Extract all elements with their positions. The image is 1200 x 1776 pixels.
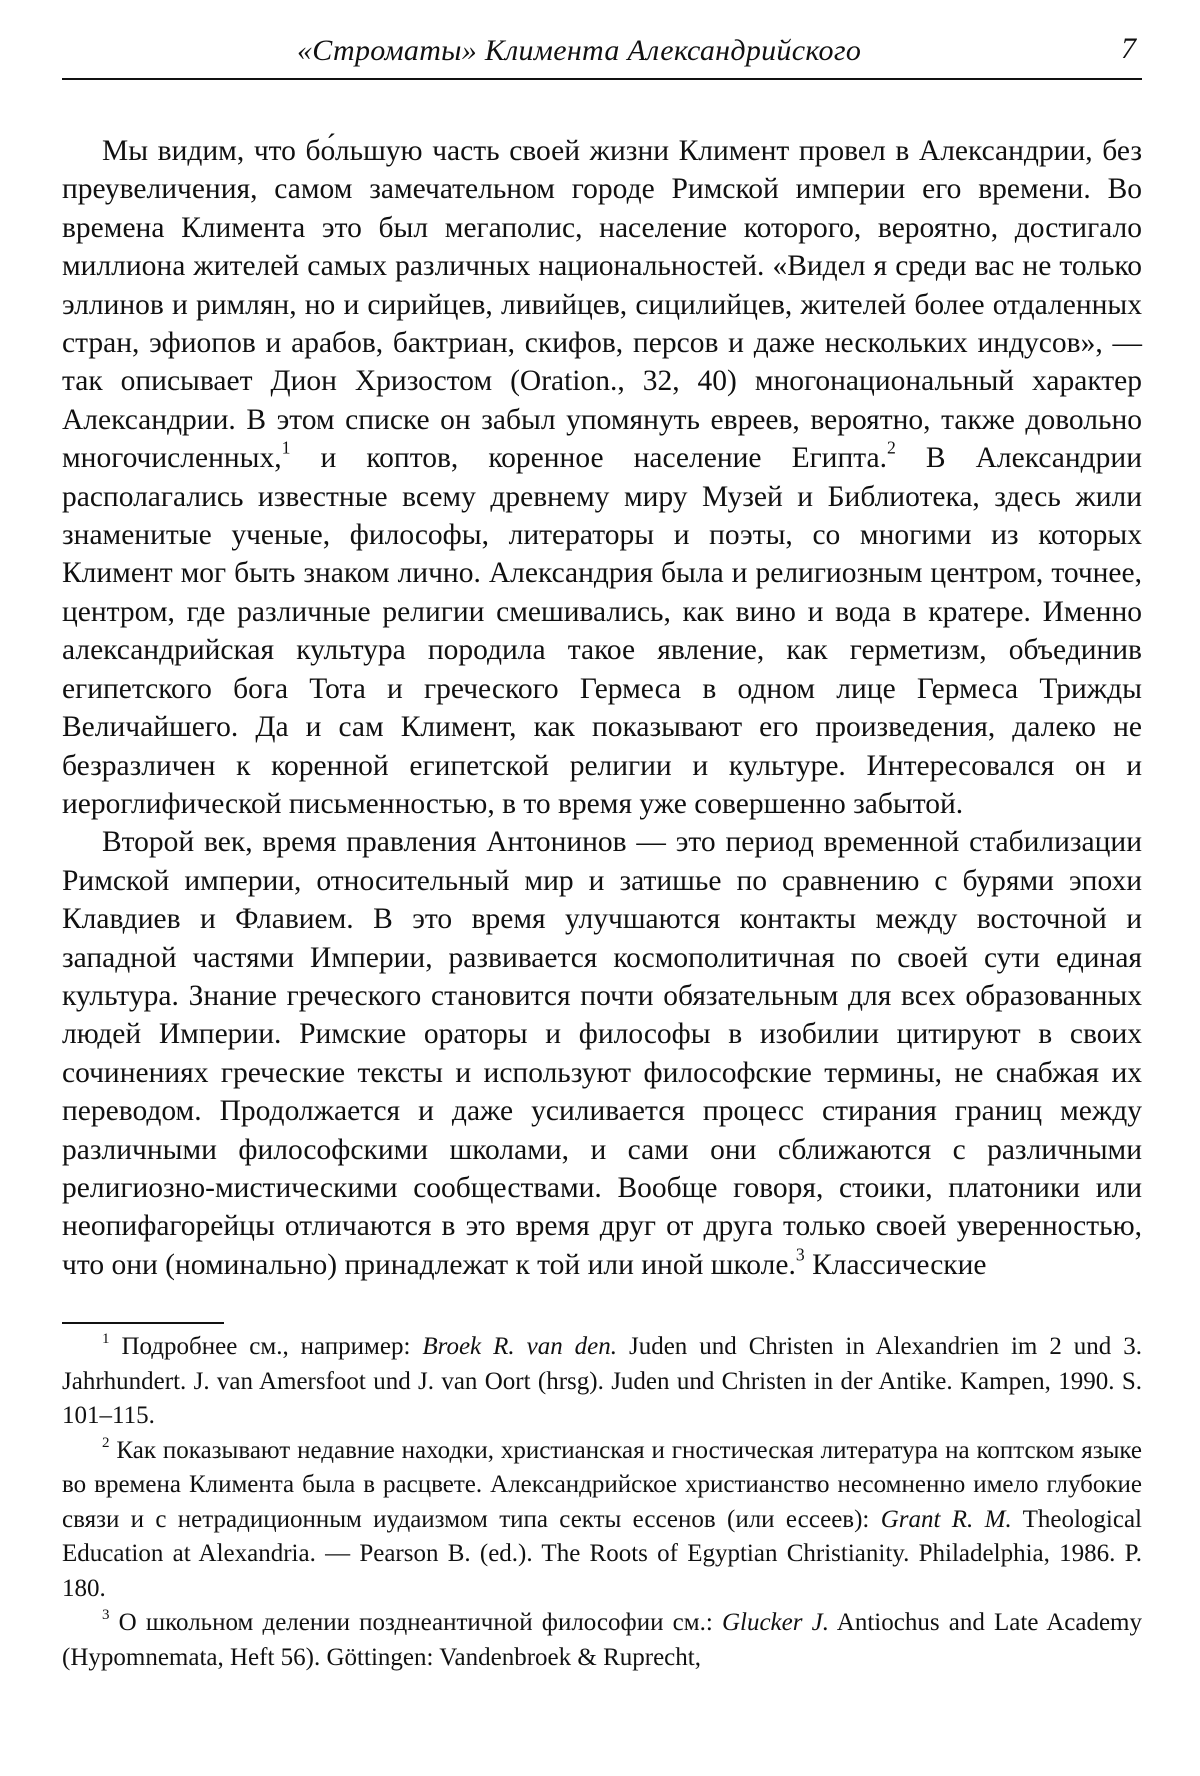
cited-author: Grant R. M.	[880, 1505, 1012, 1533]
text-run: Классические	[804, 1248, 987, 1281]
footnote-marker: 1	[102, 1330, 110, 1347]
text-run: Второй век, время правления Антонинов — это период временной стабилизации Римской империи, относительный мир и затишье по сравнению с бурями эпохи Клавдиев и Флавием. В это время улучшаются контакты между восточной и западной частями Империи, развивается космополитичная по своей сути единая культура. Знание греческого становится почти обязательным для всех образованных людей Империи. Римские ораторы и философы в изобилии цитируют в своих сочинениях греческие тексты и используют философские термины, не снабжая их переводом. Продолжается и даже усиливается процесс стирания границ между различными философскими школами, и сами они сближаются с различными религиозно-мистическими сообществами. Вообще говоря, стоики, платоники или неопифагорейцы отличаются в это время друг от друга только своей уверенностью, что они (номинально) принадлежат к той или иной школе.	[62, 826, 1142, 1281]
text-run: Мы видим, что бо́льшую часть своей жизни Климент провел в Александрии, без преувеличения, самом замечательном городе Римской империи его времени. Во времена Климента это был мегаполис, население которого, вероятно, достигало миллиона жителей самых различных национальностей. «Видел я среди вас не только эллинов и римлян, но и сирийцев, ливийцев, сицилийцев, жителей более отдаленных стран, эфиопов и арабов, бактриан, скифов, персов и даже нескольких индусов», — так описывает Дион Хризостом (Oration., 32, 40) многонациональный характер Александрии. В этом списке он забыл упомянуть евреев, вероятно, также довольно многочисленных,	[62, 135, 1142, 475]
cited-author: Glucker J.	[721, 1609, 829, 1637]
text-run: О школьном делении позднеантичной философии см.:	[109, 1609, 722, 1637]
book-page	[62, 28, 1142, 1675]
footnote-marker: 3	[795, 1244, 805, 1265]
footnote-marker: 2	[102, 1434, 110, 1451]
footnote-marker: 1	[281, 437, 291, 458]
footnote-marker: 2	[886, 437, 896, 458]
text-run: Theological Education at Alexandria. — Pearson B. (ed.). The Roots of Egyptian Christianity. Philadelphia, 1986. P. 180.	[62, 1505, 1142, 1602]
text-run: и коптов, коренное население Египта.	[290, 442, 887, 475]
footnote-marker: 3	[102, 1606, 110, 1623]
text-run: Juden und Christen in Alexandrien im 2 und 3. Jahrhundert. J. van Amersfoot und J. van Oort (hrsg). Juden und Christen in der Antike. Kampen, 1990. S. 101–115.	[62, 1333, 1142, 1430]
running-header	[62, 28, 1142, 80]
text-run: Как показывают недавние находки, христианская и гностическая литература на коптском языке во времена Климента была в расцвете. Александрийское христианство несомненно имело глубокие связи и с нетрадиционным иудаизмом типа секты ессенов (или ессеев):	[62, 1436, 1142, 1533]
running-title: «Строматы» Климента Александрийского	[297, 34, 862, 67]
text-run: Подробнее см., например:	[109, 1333, 423, 1361]
footnote	[62, 1434, 1142, 1607]
footnote	[62, 1330, 1142, 1434]
footnote	[62, 1606, 1142, 1675]
footnotes	[62, 1330, 1142, 1675]
main-text	[62, 132, 1142, 1284]
cited-author: Broek R. van den.	[422, 1333, 618, 1361]
text-run: Antiochus and Late Academy (Hypomnemata, Heft 56). Göttingen: Vandenbroek & Ruprecht,	[62, 1609, 1142, 1671]
page-number: 7	[1121, 32, 1136, 65]
paragraph	[62, 823, 1142, 1284]
paragraph	[62, 132, 1142, 823]
text-run: В Александрии располагались известные всему древнему миру Музей и Библиотека, здесь жили знаменитые ученые, философы, литераторы и поэты, со многими из которых Климент мог быть знаком лично. Александрия была и религиозным центром, точнее, центром, где различные религии смешивались, как вино и вода в кратере. Именно александрийская культура породила такое явление, как герметизм, объединив египетского бога Тота и греческого Гермеса в одном лице Гермеса Трижды Величайшего. Да и сам Климент, как показывают его произведения, далеко не безразличен к коренной египетской религии и культуре. Интересовался он и иероглифической письменностью, в то время уже совершенно забытой.	[62, 442, 1143, 820]
footnote-divider	[62, 1322, 224, 1324]
